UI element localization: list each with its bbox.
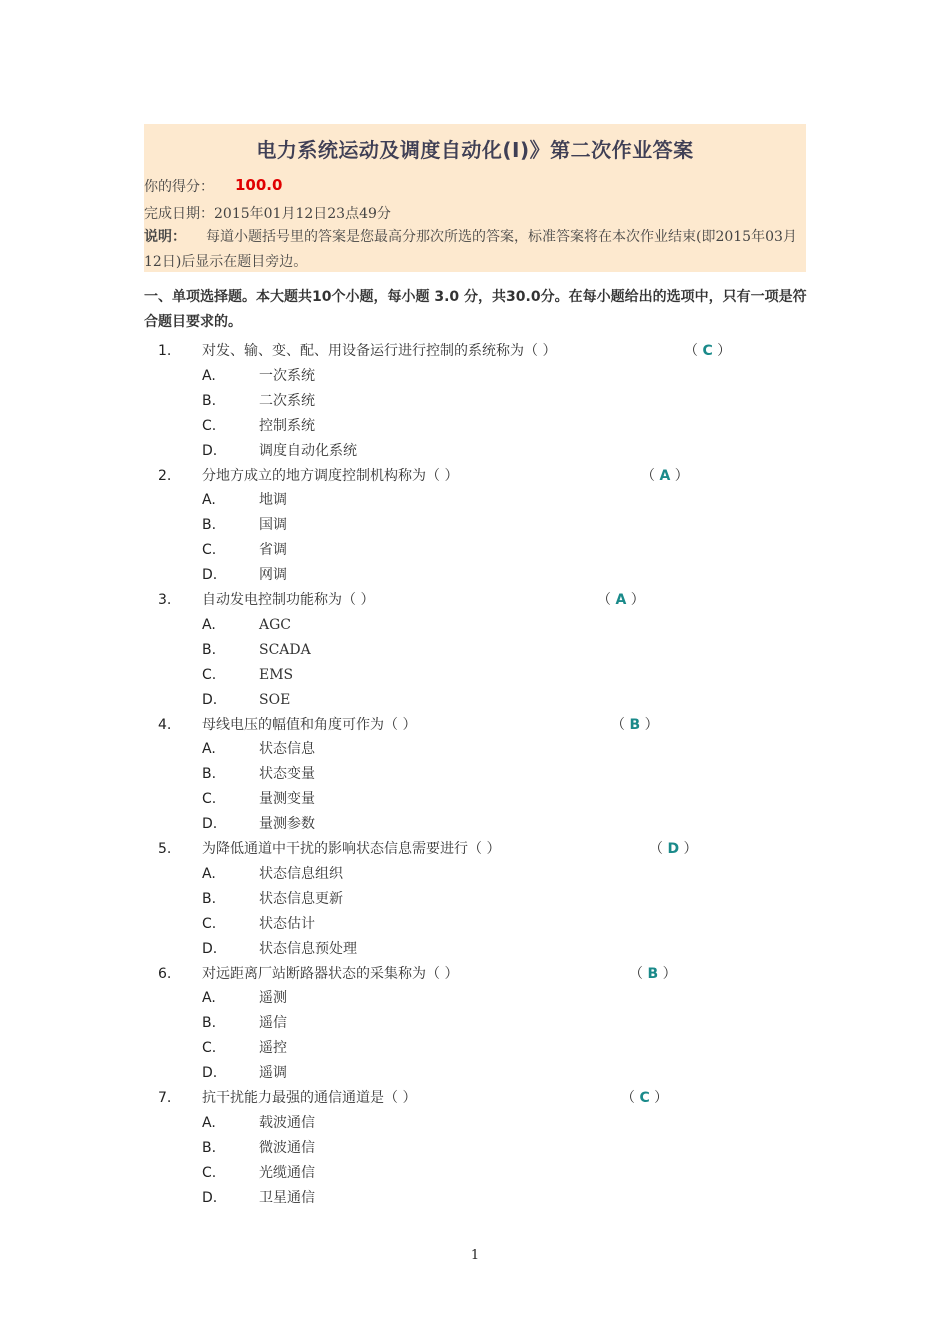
question-text: 对远距离厂站断路器状态的采集称为（ ）: [202, 965, 459, 982]
option-label: A.: [202, 616, 216, 633]
question-text: 自动发电控制功能称为（ ）: [202, 592, 375, 608]
answer-bracket: [629, 962, 677, 987]
option-text: 控制系统: [259, 417, 315, 434]
option-text: 调度自动化系统: [259, 442, 357, 459]
option-row: [0, 439, 950, 464]
answer-close-paren: ）: [626, 592, 645, 608]
option-row: [0, 1161, 950, 1186]
answer-bracket: [621, 1086, 668, 1111]
score-label: 你的得分：: [144, 179, 214, 195]
header-box: [144, 124, 806, 272]
option-text: 载波通信: [259, 1114, 315, 1131]
question-text: 对发、输、变、配、用设备运行进行控制的系统称为（ ）: [202, 343, 557, 359]
option-row: [0, 638, 950, 663]
option-label: D.: [202, 567, 218, 584]
option-row: [0, 912, 950, 937]
answer-open-paren: （: [649, 841, 668, 857]
answer-bracket: [597, 588, 645, 613]
option-text: 量测变量: [259, 791, 315, 808]
question-row: [0, 837, 950, 862]
option-row: [0, 563, 950, 588]
note-text: 每道小题括号里的答案是您最高分那次所选的答案，标准答案将在本次作业结束(即2015年03月12日)后显示在题目旁边。: [144, 229, 797, 270]
option-text: 地调: [259, 492, 287, 509]
option-row: [0, 538, 950, 563]
option-row: [0, 862, 950, 887]
option-text: 状态变量: [259, 766, 315, 783]
option-text: 国调: [259, 517, 287, 534]
question-row: [0, 1086, 950, 1111]
answer-open-paren: （: [641, 467, 660, 484]
answer-letter: A: [615, 592, 627, 608]
option-label: B.: [202, 641, 217, 658]
answer-open-paren: （: [621, 1090, 640, 1106]
answer-close-paren: ）: [712, 343, 732, 359]
option-label: D.: [202, 1065, 218, 1082]
option-text: SCADA: [259, 641, 311, 658]
page-title: 电力系统运动及调度自动化(Ⅰ)》第二次作业答案: [256, 138, 694, 162]
option-text: 量测参数: [259, 816, 315, 833]
option-label: D.: [202, 1189, 218, 1206]
option-row: [0, 488, 950, 513]
option-row: [0, 1036, 950, 1061]
answer-open-paren: （: [684, 343, 703, 359]
option-label: C.: [202, 791, 217, 808]
option-label: D.: [202, 691, 218, 708]
option-text: 状态估计: [259, 915, 315, 932]
option-label: D.: [202, 940, 218, 957]
option-text: 网调: [259, 567, 287, 584]
answer-close-paren: ）: [649, 1090, 669, 1106]
answer-close-paren: ）: [679, 841, 698, 857]
option-row: [0, 364, 950, 389]
option-label: B.: [202, 890, 217, 907]
option-label: D.: [202, 816, 218, 833]
section-heading: 一、单项选择题。本大题共10个小题，每小题 3.0 分，共30.0分。在每小题给出的选项中，只有一项是符合题目要求的。: [144, 289, 807, 330]
option-text: 一次系统: [259, 367, 315, 384]
option-text: 光缆通信: [259, 1164, 315, 1181]
option-text: 遥控: [259, 1040, 287, 1057]
option-label: A.: [202, 990, 216, 1007]
option-row: [0, 1136, 950, 1161]
option-label: B.: [202, 1015, 217, 1032]
option-row: [0, 1186, 950, 1211]
option-row: [0, 663, 950, 688]
question-text: 母线电压的幅值和角度可作为（ ）: [202, 716, 417, 733]
question-text: 抗干扰能力最强的通信通道是（ ）: [202, 1090, 417, 1106]
page-number: 1: [470, 1248, 480, 1263]
option-label: A.: [202, 741, 216, 758]
option-text: SOE: [259, 691, 291, 708]
question-text: 分地方成立的地方调度控制机构称为（ ）: [202, 467, 459, 484]
question-number: 6.: [158, 965, 172, 982]
option-row: [0, 688, 950, 713]
option-label: C.: [202, 666, 217, 683]
option-label: C.: [202, 1164, 217, 1181]
option-text: EMS: [259, 666, 294, 683]
option-label: A.: [202, 492, 216, 509]
note-label: 说明：: [144, 229, 186, 245]
option-row: [0, 613, 950, 638]
option-row: [0, 737, 950, 762]
option-label: B.: [202, 392, 217, 409]
answer-bracket: [641, 464, 689, 489]
option-row: [0, 762, 950, 787]
score-value: 100.0: [235, 176, 283, 194]
answer-letter: C: [702, 343, 713, 359]
option-row: [0, 787, 950, 812]
question-number: 3.: [158, 592, 172, 608]
answer-letter: A: [659, 467, 671, 484]
option-label: C.: [202, 915, 217, 932]
option-text: 遥调: [259, 1065, 287, 1082]
answer-close-paren: ）: [658, 965, 677, 982]
option-label: B.: [202, 1139, 217, 1156]
question-number: 1.: [158, 343, 172, 359]
question-number: 2.: [158, 467, 172, 484]
question-number: 5.: [158, 841, 172, 857]
answer-bracket: [684, 339, 731, 364]
option-text: 状态信息预处理: [259, 940, 357, 957]
question-row: [0, 713, 950, 738]
answer-letter: B: [629, 716, 641, 733]
option-row: [0, 1111, 950, 1136]
option-label: D.: [202, 442, 218, 459]
question-number: 4.: [158, 716, 172, 733]
option-row: [0, 812, 950, 837]
option-row: [0, 1061, 950, 1086]
question-row: [0, 464, 950, 489]
question-row: [0, 962, 950, 987]
score-row: [144, 176, 283, 196]
option-text: 二次系统: [259, 392, 315, 409]
option-row: [0, 887, 950, 912]
answer-close-paren: ）: [670, 467, 689, 484]
option-text: 微波通信: [259, 1139, 315, 1156]
option-label: B.: [202, 766, 217, 783]
answer-close-paren: ）: [640, 716, 659, 733]
option-text: 状态信息组织: [259, 865, 343, 882]
option-row: [0, 1011, 950, 1036]
completion-date: 完成日期：2015年01月12日23点49分: [144, 206, 391, 222]
option-text: 卫星通信: [259, 1189, 315, 1206]
question-row: [0, 339, 950, 364]
option-text: AGC: [259, 616, 292, 633]
option-row: [0, 389, 950, 414]
option-row: [0, 986, 950, 1011]
question-row: [0, 588, 950, 613]
option-label: C.: [202, 1040, 217, 1057]
answer-bracket: [649, 837, 698, 862]
option-label: A.: [202, 367, 216, 384]
answer-bracket: [611, 713, 659, 738]
answer-open-paren: （: [629, 965, 648, 982]
option-text: 省调: [259, 542, 287, 559]
question-text: 为降低通道中干扰的影响状态信息需要进行（ ）: [202, 841, 501, 857]
option-text: 遥测: [259, 990, 287, 1007]
answer-letter: C: [639, 1090, 650, 1106]
option-label: C.: [202, 417, 217, 434]
option-label: A.: [202, 1114, 216, 1131]
option-label: A.: [202, 865, 216, 882]
option-row: [0, 937, 950, 962]
answer-letter: D: [667, 841, 680, 857]
note: [144, 225, 806, 275]
answer-open-paren: （: [611, 716, 630, 733]
option-row: [0, 513, 950, 538]
option-text: 状态信息: [259, 741, 315, 758]
option-label: C.: [202, 542, 217, 559]
option-row: [0, 414, 950, 439]
question-number: 7.: [158, 1090, 172, 1106]
option-text: 状态信息更新: [259, 890, 343, 907]
option-text: 遥信: [259, 1015, 287, 1032]
answer-open-paren: （: [597, 592, 616, 608]
option-label: B.: [202, 517, 217, 534]
answer-letter: B: [647, 965, 659, 982]
